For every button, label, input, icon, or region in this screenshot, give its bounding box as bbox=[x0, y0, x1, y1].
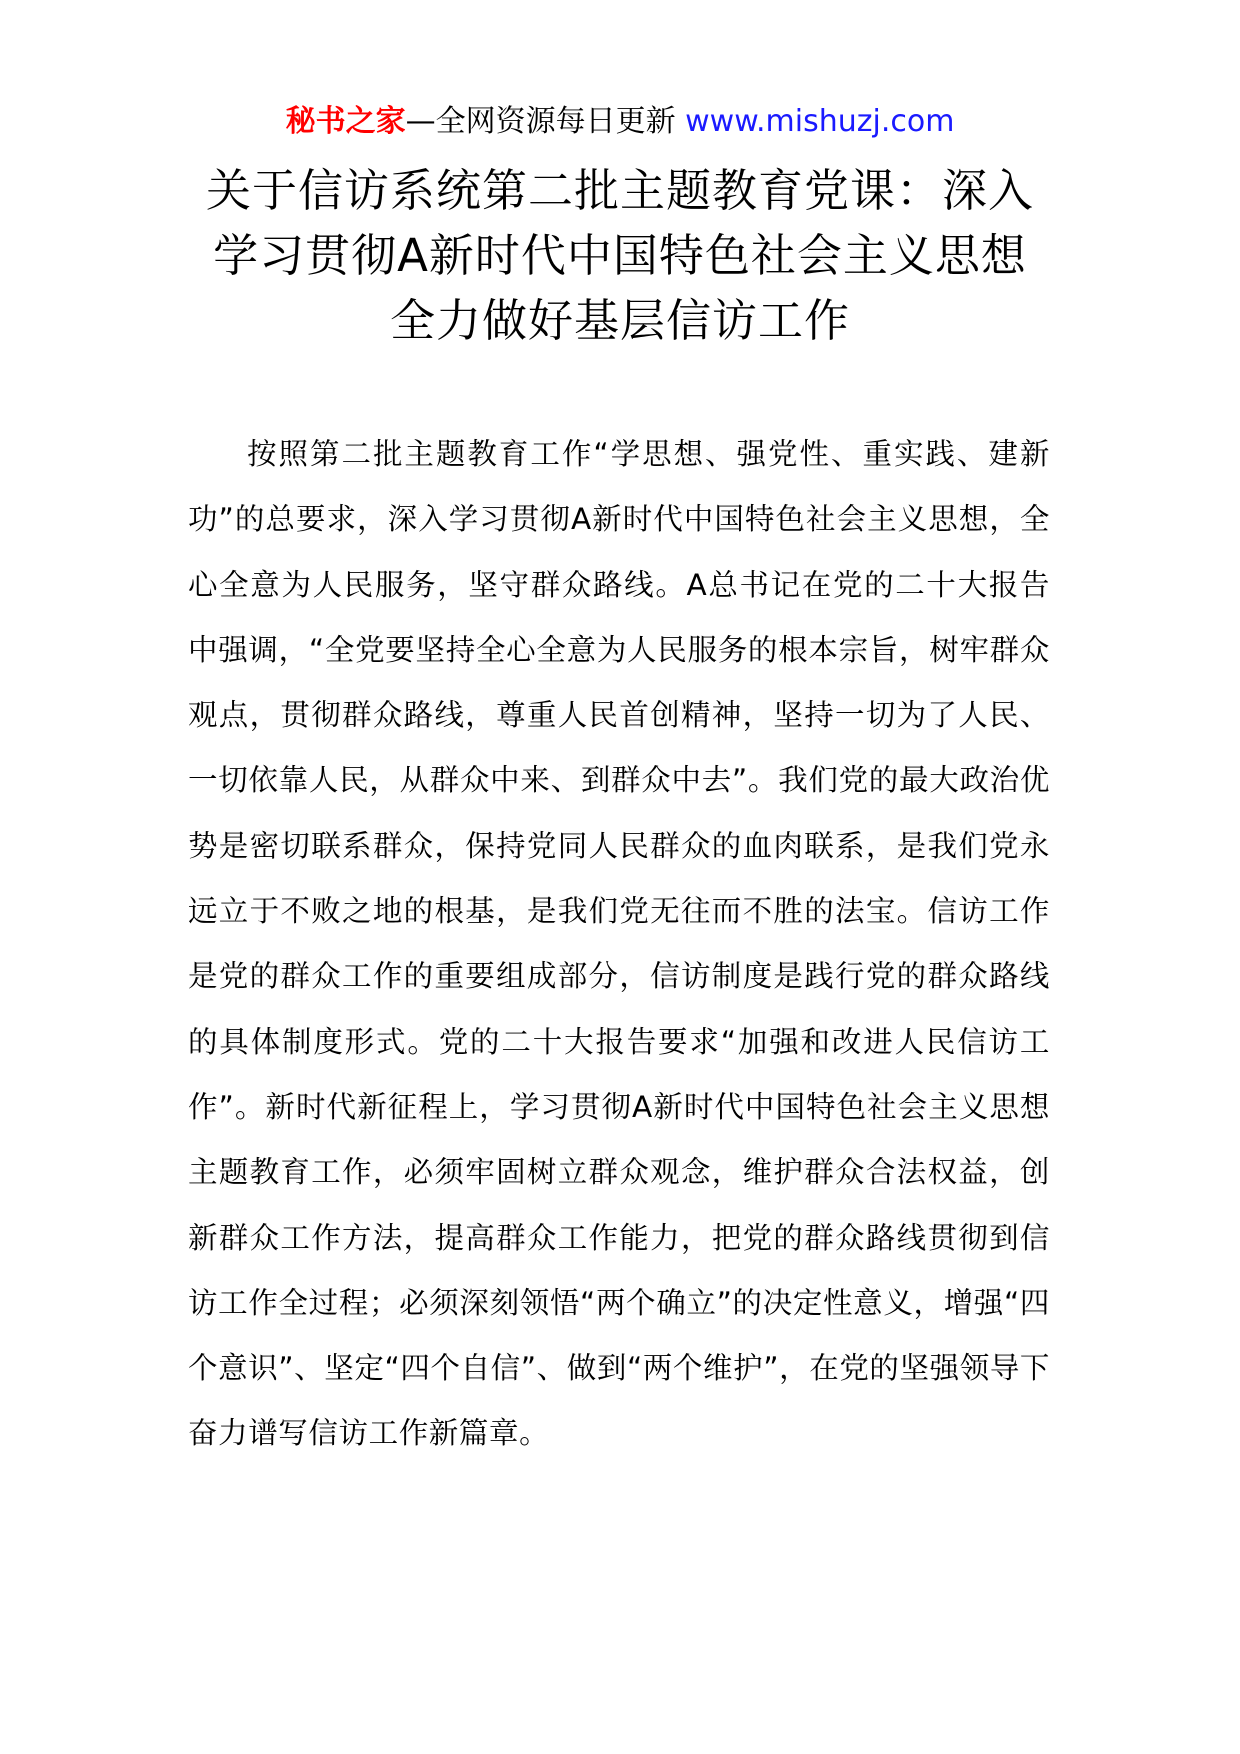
body-paragraph: 按照第二批主题教育工作“学思想、强党性、重实践、建新功”的总要求，深入学习贯彻A新时代中国特色社会主义思想，全心全意为人民服务，坚守群众路线。A总书记在党的二十大报告中强调，“全党要坚持全心全意为人民服务的根本宗旨，树牢群众观点，贯彻群众路线，尊重人民首创精神，坚持一切为了人民、一切依靠人民，从群众中来、到群众中去”。我们党的最大政治优势是密切联系群众，保持党同人民群众的血肉联系，是我们党永远立于不败之地的根基，是我们党无往而不胜的法宝。信访工作是党的群众工作的重要组成部分，信访制度是践行党的群众路线的具体制度形式。党的二十大报告要求“加强和改进人民信访工作”。新时代新征程上，学习贯彻A新时代中国特色社会主义思想主题教育工作，必须牢固树立群众观念，维护群众合法权益，创新群众工作方法，提高群众工作能力，把党的群众路线贯彻到信访工作全过程；必须深刻领悟“两个确立”的决定性意义，增强“四个意识”、坚定“四个自信”、做到“两个维护”，在党的坚强领导下奋力谱写信访工作新篇章。 bbox=[188, 437, 1051, 1451]
title-line-3: 全力做好基层信访工作 bbox=[389, 294, 850, 347]
brand-name: 秘书之家 bbox=[285, 104, 406, 139]
title-line-1: 关于信访系统第二批主题教育党课：深入 bbox=[205, 164, 1034, 217]
header-tagline: —全网资源每日更新 bbox=[405, 104, 676, 139]
site-url-link[interactable]: www.mishuzj.com bbox=[685, 104, 955, 139]
document-title bbox=[150, 158, 1090, 353]
site-header bbox=[0, 100, 1240, 144]
title-line-2: 学习贯彻A新时代中国特色社会主义思想 bbox=[213, 229, 1027, 282]
